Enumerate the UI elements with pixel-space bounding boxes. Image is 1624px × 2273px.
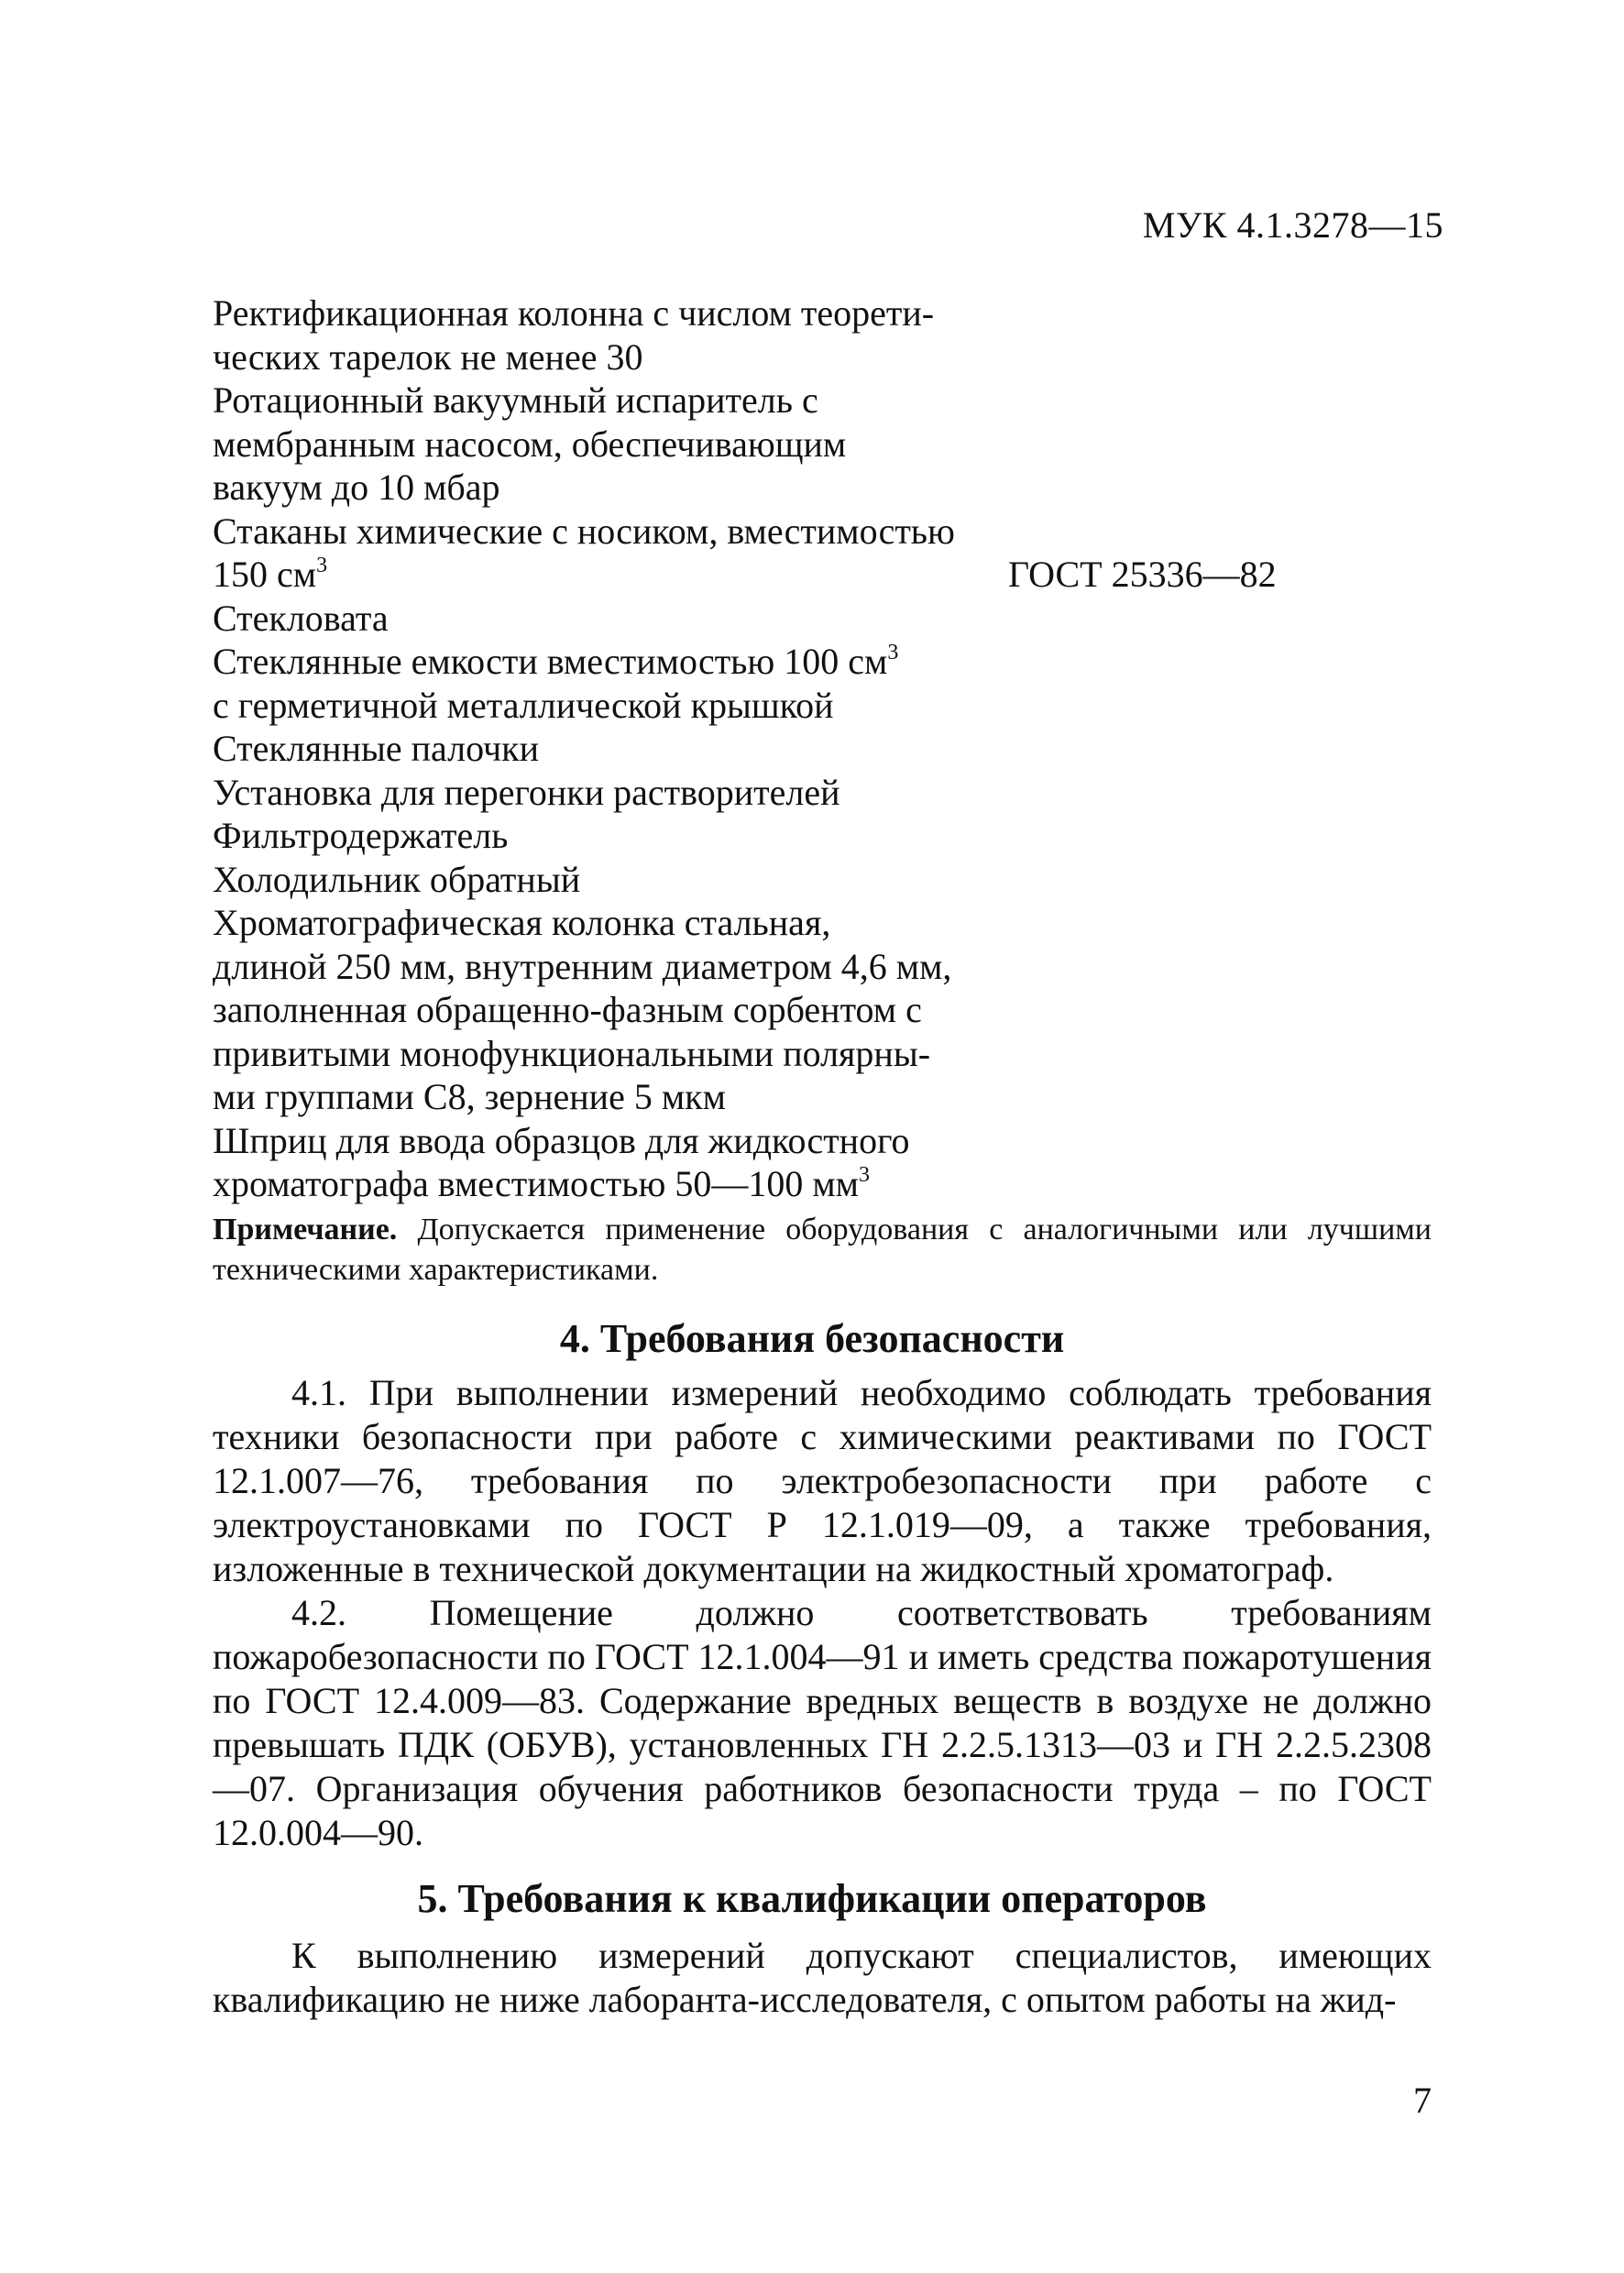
- equipment-row: [213, 1075, 1404, 1119]
- equipment-text: привитыми монофункциональными полярны-: [213, 1032, 931, 1074]
- equipment-text: Ректификационная колонна с числом теорети-: [213, 292, 935, 334]
- equipment-row: [213, 771, 1404, 815]
- equipment-row: [213, 335, 1404, 379]
- page-number: 7: [1413, 2080, 1432, 2121]
- section-4-paragraph-2: 4.2. Помещение должно соответствовать требованиям пожаробезопасности по ГОСТ 12.1.004—91 и иметь средства пожаротушения по ГОСТ 12.4.009—83. Содержание вредных веществ в воздухе не должно превышать ПДК (ОБУВ), установленных ГН 2.2.5.1313—03 и ГН 2.2.5.2308—07. Организация обучения работников безопасности труда – по ГОСТ 12.0.004—90.: [213, 1592, 1432, 1853]
- equipment-text: длиной 250 мм, внутренним диаметром 4,6 мм,: [213, 945, 952, 987]
- equipment-text: вакуум до 10 мбар: [213, 467, 500, 508]
- equipment-standard: ГОСТ 25336—82: [1008, 554, 1277, 595]
- note-label: Примечание.: [213, 1213, 398, 1246]
- equipment-text: Стеклянные палочки: [213, 728, 540, 769]
- equipment-text: ческих тарелок не менее 30: [213, 335, 643, 378]
- equipment-text: Холодильник обратный: [213, 858, 581, 900]
- doc-header: МУК 4.1.3278—15: [1142, 204, 1443, 246]
- equipment-row: [213, 466, 1404, 510]
- section-5-title: 5. Требования к квалификации операторов: [417, 1876, 1207, 1921]
- section-5-paragraph-1: К выполнению измерений допускают специалистов, имеющих квалификацию не ниже лаборанта-исследователя, с опытом работы на жид-: [213, 1935, 1432, 2020]
- equipment-text: Ротационный вакуумный испаритель с: [213, 379, 818, 421]
- superscript: 3: [887, 640, 899, 664]
- equipment-text: ми группами С8, зернение 5 мкм: [213, 1076, 726, 1117]
- equipment-text: мембранным насосом, обеспечивающим: [213, 423, 847, 465]
- superscript: 3: [858, 1162, 870, 1187]
- section-4-paragraph-1: 4.1. При выполнении измерений необходимо соблюдать требования техники безопасности при работе с химическими реактивами по ГОСТ 12.1.007—76, требования по электробезопасности при работе с электроустановками по ГОСТ Р 12.1.019—09, а также требования, изложенные в технической документации на жидкостный хроматограф.: [213, 1372, 1432, 1589]
- equipment-row: [213, 945, 1404, 989]
- equipment-row: [213, 858, 1404, 902]
- equipment-text: Стеклянные емкости вместимостью 100 см: [213, 641, 888, 682]
- equipment-text: 150 см: [213, 554, 317, 595]
- equipment-text: с герметичной металлической крышкой: [213, 684, 834, 726]
- equipment-row: [213, 640, 1404, 684]
- equipment-row: [213, 510, 1404, 554]
- equipment-text: заполненная обращенно-фазным сорбентом с: [213, 989, 922, 1030]
- equipment-row: [213, 1162, 1404, 1206]
- equipment-list: [213, 291, 1404, 1206]
- equipment-text: Установка для перегонки растворителей: [213, 771, 840, 813]
- equipment-row: [213, 1119, 1404, 1163]
- section-4-title: 4. Требования безопасности: [559, 1316, 1065, 1361]
- equipment-row: [213, 1032, 1404, 1076]
- equipment-text: Хроматографическая колонка стальная,: [213, 902, 831, 943]
- equipment-text: Стаканы химические с носиком, вместимостью: [213, 510, 955, 552]
- equipment-row: [213, 988, 1404, 1032]
- equipment-text: Стекловата: [213, 597, 389, 639]
- equipment-row: [213, 423, 1404, 467]
- equipment-row: [213, 901, 1404, 945]
- note: [213, 1210, 1432, 1290]
- equipment-row: [213, 291, 1404, 335]
- equipment-row: [213, 379, 1404, 423]
- equipment-row: [213, 684, 1404, 728]
- equipment-row: [213, 597, 1404, 641]
- equipment-row: [213, 727, 1404, 771]
- equipment-row: [213, 553, 1404, 597]
- equipment-text: Фильтродержатель: [213, 815, 509, 856]
- equipment-text: Шприц для ввода образцов для жидкостного: [213, 1119, 910, 1161]
- superscript: 3: [316, 553, 328, 577]
- note-text: Допускается применение оборудования с аналогичными или лучшими техническими характеристиками.: [213, 1213, 1432, 1287]
- equipment-row: [213, 814, 1404, 858]
- equipment-text: хроматографа вместимостью 50—100 мм: [213, 1163, 859, 1204]
